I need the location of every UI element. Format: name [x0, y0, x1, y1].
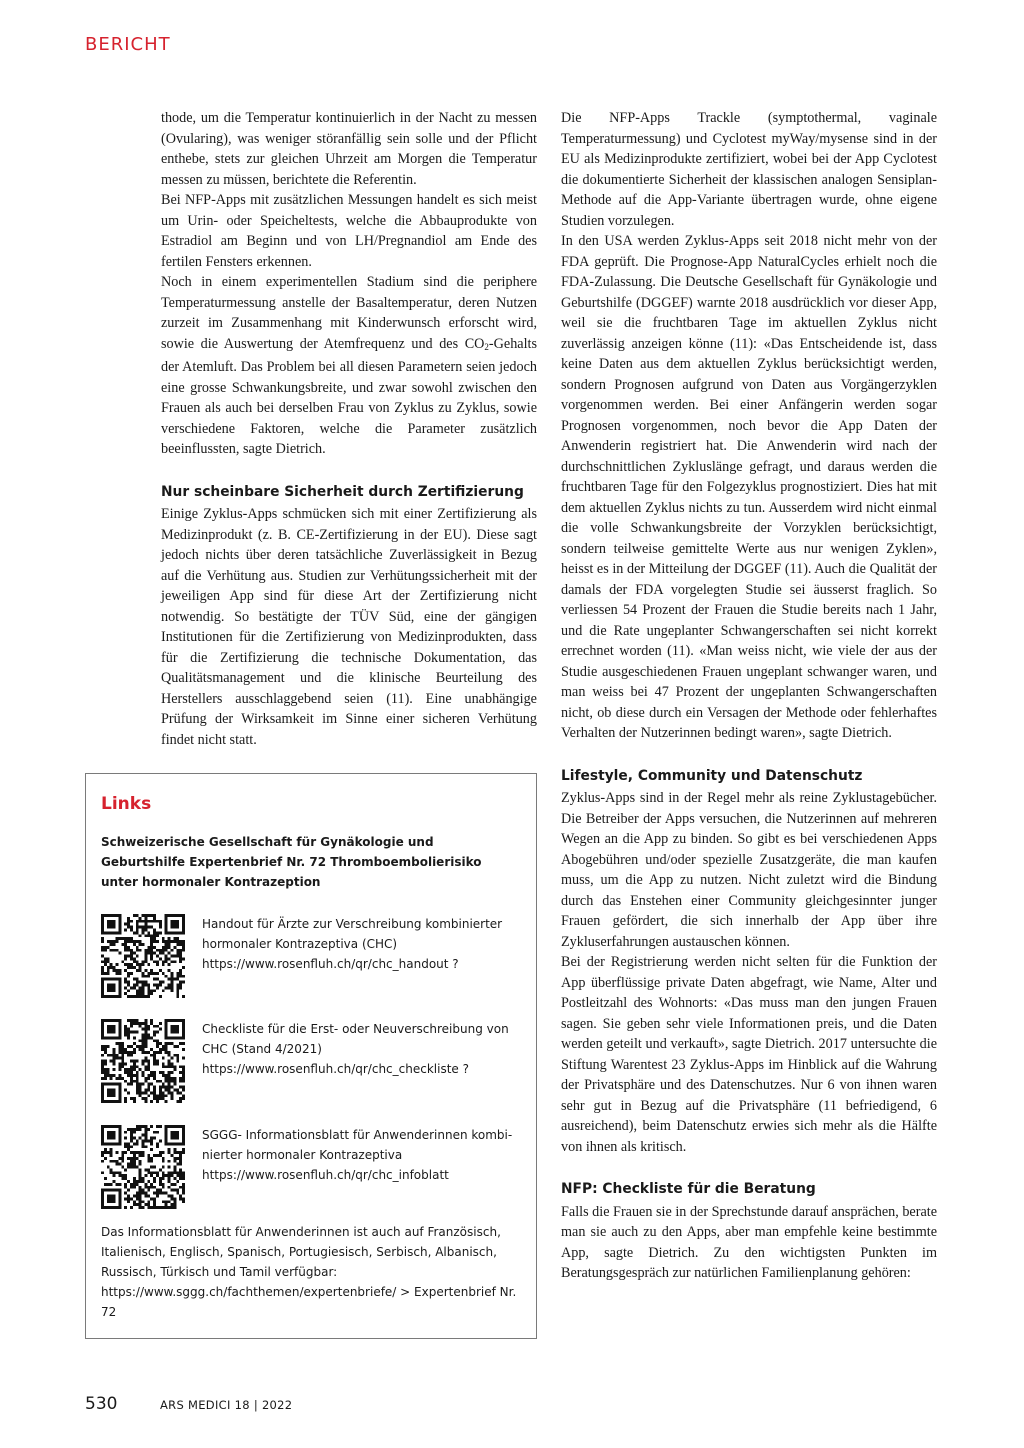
link-description: CHC (Stand 4/2021)	[202, 1042, 322, 1056]
links-note: Das Informationsblatt für Anwenderinnen ist auch auf Französisch, Italienisch, Englisch, Spanisch, Portugiesisch, Serbisch, Albanisch, Russisch, Türkisch und Tamil verfügbar: https://www.sggg.ch/fachthemen/expertenbriefe/ > Expertenbrief Nr. 72	[101, 1225, 517, 1319]
qr-code-icon[interactable]	[101, 914, 185, 998]
section-heading: Nur scheinbare Sicherheit durch Zertifizierung	[161, 483, 524, 500]
section-label: BERICHT	[85, 34, 171, 55]
paragraph: Einige Zyklus-Apps schmücken sich mit einer Zertifizierung als Medizinprodukt (z. B. CE-Zertifizierung in der EU). Diese sagt jedoch nichts über deren tatsächliche Zuverlässigkeit in Bezug auf die Verhütung aus. Studien zur Verhütungssicherheit mit der jeweiligen App sind für diese Art der Zertifizierung nicht notwendig. So bestätigte der TÜV Süd, eine der gängigen Institutionen für die Zertifizierung von Medizinprodukten, dass für die Zertifizierung die technische Dokumentation, das Qualitätsmanagement und die klinische Beurteilung des Herstellers ausschlaggebend seien (11). Eine unabhängige Prüfung der Wirksamkeit im Sinne einer sicheren Verhütung findet nicht statt.	[161, 506, 537, 748]
qr-modules	[101, 914, 185, 998]
qr-code-icon[interactable]	[101, 1125, 185, 1209]
publication-info: ARS MEDICI 18 | 2022	[160, 1398, 293, 1412]
subscript-text: 2	[484, 341, 489, 352]
qr-modules	[101, 1125, 185, 1209]
link-url[interactable]: https://www.rosenfluh.ch/qr/chc_infoblatt	[202, 1168, 449, 1182]
link-description: Handout für Ärzte zur Verschreibung kombinierter	[202, 917, 503, 931]
paragraph: Bei NFP-Apps mit zusätzlichen Messungen handelt es sich meist um Urin- oder Speicheltests, welche die Abbauprodukte von Estradiol am Beginn und von LH/Pregnandiol am Ende des fertilen Fensters erkennen.	[161, 192, 537, 270]
paragraph: Zyklus-Apps sind in der Regel mehr als reine Zyklustagebücher. Die Betreiber der Apps versuchen, die Nutzerinnen auf mehreren Wegen an die App zu binden. So gibt es bei verschiedenen Apps Abogebühren und/oder spezielle Zusatzgeräte, die man kaufen muss, um die App zu nutzen. Nicht zuletzt wird die Bindung durch das Enstehen einer Community gleichgesinnter junger Frauen gefördert, die sich innerhalb der App über ihre Zykluserfahrungen austauschen können.	[561, 790, 937, 950]
links-subtitle: Schweizerische Gesellschaft für Gynäkologie und Geburtshilfe Expertenbrief Nr. 72 Thromboembolierisiko unter hormonaler Kontrazeption	[101, 835, 482, 889]
paragraph: Bei der Registrierung werden nicht selten für die Funktion der App überflüssige private Daten abgefragt, wie Name, Alter und Postleitzahl des Wohnorts: «Das muss man den jungen Frauen sagen. Sie geben sehr viele Informationen preis, und die Daten werden geteilt und verkauft», sagte Dietrich. 2017 untersuchte die Stiftung Warentest 23 Zyklus-Apps im Hinblick auf die Wahrung der Privatsphäre und des Datenschutzes. Nur 6 von ihnen waren sehr gut in Bezug auf die Privatsphäre (11 befriedigend, 6 ausreichend), beim Datenschutz erwies sich mehr als die Hälfte von ihnen als kritisch.	[561, 954, 937, 1155]
right-text-column	[561, 108, 937, 1284]
qr-modules	[101, 1019, 185, 1103]
links-title: Links	[101, 794, 152, 814]
link-item[interactable]	[101, 914, 521, 1000]
paragraph: thode, um die Temperatur kontinuierlich in der Nacht zu messen (Ovularing), was weniger störanfällig sein solle und der Pflicht enthebe, stets zur gleichen Uhrzeit am Morgen die Temperatur messen zu müssen, berichtete die Referentin.	[161, 110, 537, 188]
link-description: SGGG- Informationsblatt für Anwenderinnen kombi-	[202, 1128, 513, 1142]
paragraph	[161, 272, 537, 460]
paragraph-text: Noch in einem experimentellen Stadium sind die periphere Temperaturmessung anstelle der Basaltemperatur, deren Nutzen zurzeit im Zusammenhang mit Kinderwunsch erforscht wird, sowie die Auswertung der Atemfrequenz und des CO	[161, 274, 537, 352]
link-description: nierter hormonaler Kontrazeptiva	[202, 1148, 403, 1162]
link-url[interactable]: https://www.rosenfluh.ch/qr/chc_handout ?	[202, 957, 459, 971]
link-item[interactable]	[101, 1019, 521, 1105]
page-number: 530	[85, 1394, 118, 1414]
paragraph: Falls die Frauen sie in der Sprechstunde darauf ansprächen, berate man sie auch zu den Apps, aber man empfehle keine bestimmte App, sagte Dietrich. Zu den wichtigsten Punkten im Beratungsgespräch zur natürlichen Familienplanung gehören:	[561, 1203, 937, 1281]
links-box	[85, 773, 537, 1339]
paragraph: In den USA werden Zyklus-Apps seit 2018 nicht mehr von der FDA geprüft. Die Prognose-App NaturalCycles erhielt noch die FDA-Zulassung. Die Deutsche Gesellschaft für Gynäkologie und Geburtshilfe (DGGEF) warnte 2018 ausdrücklich vor dieser App, weil sie die fruchtbaren Tage im aktuellen Zyklus nicht zuverlässig anzeigen könne (11): «Das Entscheidende ist, dass keine Daten aus dem aktuellen Zyklus berücksichtigt werden, sondern Prognosen aufgrund von Daten aus Vorgängerzyklen vorgenommen werden. Bei einer Anfängerin werden sogar Prognosen vorgenommen, noch bevor die App Daten der Anwenderin registriert hat. Die Anwenderin wird nach der durchschnittlichen Zykluslänge gefragt, und daraus werden die fruchtbaren Tage für den Folgezyklus prognostiziert. Dies hat mit dem aktuellen Zyklus nichts zu tun. Ausserdem wird nicht einmal die volle Schwankungsbreite der Vorzyklen berücksichtigt, sondern teilweise gemittelte Werte aus nur wenigen Zyklen», heisst es in der Mitteilung der DGGEF (11). Auch die Qualität der damals der FDA vorgelegten Studie sei äusserst fraglich. So verliessen 54 Prozent der Frauen die Studie bereits nach 1 Jahr, und die Rate ungeplanter Schwangerschaften sei nicht korrekt errechnet worden (11). «Man weiss nicht, wie viele der aus der Studie ausgeschiedenen Frauen ungeplant schwanger waren, und man weiss bei 47 Prozent der ungeplanten Schwangerschaften nicht, ob diese durch ein Versagen der Methode oder fehlerhaftes Verhalten der Nutzerinnen bedingt waren», sagte Dietrich.	[561, 233, 937, 741]
link-item[interactable]	[101, 1125, 521, 1211]
link-description: hormonaler Kontrazeptiva (CHC)	[202, 937, 398, 951]
paragraph: Die NFP-Apps Trackle (symptothermal, vaginale Temperaturmessung) und Cyclotest myWay/mysense sind in der EU als Medizinprodukte zertifiziert, wobei bei der App Cyclotest die dokumentierte Sicherheit der klassischen analogen Sensiplan-Methode auf die App-Variante übertragen wurde, ohne eigene Studien vorzulegen.	[561, 110, 937, 229]
section-heading: Lifestyle, Community und Datenschutz	[561, 767, 863, 784]
qr-code-icon[interactable]	[101, 1019, 185, 1103]
section-heading: NFP: Checkliste für die Beratung	[561, 1181, 816, 1197]
link-description: Checkliste für die Erst- oder Neuverschreibung von	[202, 1022, 509, 1036]
link-url[interactable]: https://www.rosenfluh.ch/qr/chc_checkliste ?	[202, 1062, 469, 1076]
paragraph-text: -Gehalts der Atemluft. Das Problem bei all diesen Parametern seien jedoch eine grosse Schwankungsbreite, und zwar sowohl zwischen den Frauen als auch bei derselben Frau von Zyklus zu Zyklus, sowie verschiedene Faktoren, welche die Parameter zusätzlich beeinflussten, sagte Dietrich.	[161, 335, 537, 457]
left-text-column	[161, 108, 537, 750]
